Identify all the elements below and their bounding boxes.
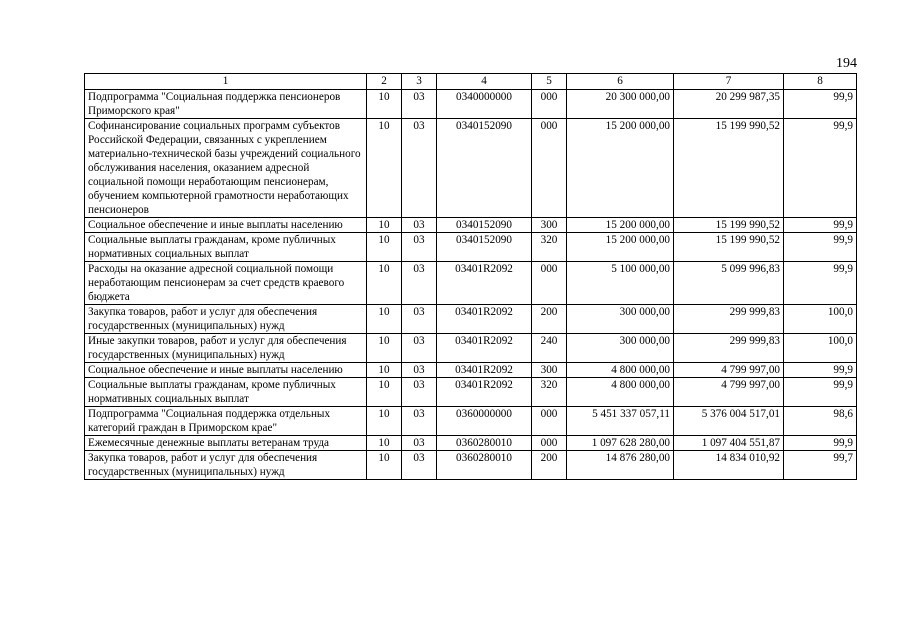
target-article-cell: 0340152090 [437, 119, 532, 218]
column-header-planned: 6 [567, 74, 674, 90]
row-name-cell: Подпрограмма "Социальная поддержка отдельных категорий граждан в Приморском крае" [85, 407, 367, 436]
subsection-code-cell: 03 [402, 262, 437, 305]
planned-amount-cell: 5 451 337 057,11 [567, 407, 674, 436]
target-article-cell: 03401R2092 [437, 262, 532, 305]
expense-type-cell: 200 [532, 451, 567, 480]
planned-amount-cell: 15 200 000,00 [567, 218, 674, 233]
table-row [85, 119, 857, 218]
executed-amount-cell: 1 097 404 551,87 [674, 436, 784, 451]
row-name-cell: Ежемесячные денежные выплаты ветеранам труда [85, 436, 367, 451]
percent-cell: 100,0 [784, 334, 857, 363]
column-header-percent: 8 [784, 74, 857, 90]
target-article-cell: 0360000000 [437, 407, 532, 436]
subsection-code-cell: 03 [402, 407, 437, 436]
column-header-section: 2 [367, 74, 402, 90]
percent-cell: 99,9 [784, 262, 857, 305]
section-code-cell: 10 [367, 451, 402, 480]
subsection-code-cell: 03 [402, 363, 437, 378]
table-header [85, 74, 857, 90]
table-row [85, 305, 857, 334]
header-row [85, 74, 857, 90]
subsection-code-cell: 03 [402, 305, 437, 334]
expense-type-cell: 320 [532, 233, 567, 262]
table-row [85, 407, 857, 436]
executed-amount-cell: 15 199 990,52 [674, 119, 784, 218]
table-row [85, 436, 857, 451]
row-name-cell: Социальное обеспечение и иные выплаты населению [85, 363, 367, 378]
section-code-cell: 10 [367, 334, 402, 363]
executed-amount-cell: 299 999,83 [674, 305, 784, 334]
column-header-subsection: 3 [402, 74, 437, 90]
section-code-cell: 10 [367, 90, 402, 119]
table-row [85, 363, 857, 378]
column-header-name: 1 [85, 74, 367, 90]
column-header-expense-type: 5 [532, 74, 567, 90]
expense-type-cell: 300 [532, 218, 567, 233]
table-row [85, 334, 857, 363]
section-code-cell: 10 [367, 436, 402, 451]
executed-amount-cell: 15 199 990,52 [674, 233, 784, 262]
table-row [85, 378, 857, 407]
expense-type-cell: 000 [532, 90, 567, 119]
percent-cell: 99,9 [784, 363, 857, 378]
section-code-cell: 10 [367, 218, 402, 233]
table-row [85, 262, 857, 305]
target-article-cell: 03401R2092 [437, 378, 532, 407]
subsection-code-cell: 03 [402, 334, 437, 363]
expense-type-cell: 000 [532, 262, 567, 305]
planned-amount-cell: 1 097 628 280,00 [567, 436, 674, 451]
executed-amount-cell: 14 834 010,92 [674, 451, 784, 480]
percent-cell: 100,0 [784, 305, 857, 334]
page-number: 194 [836, 56, 857, 71]
planned-amount-cell: 300 000,00 [567, 305, 674, 334]
budget-table [84, 73, 857, 480]
target-article-cell: 0360280010 [437, 451, 532, 480]
subsection-code-cell: 03 [402, 451, 437, 480]
executed-amount-cell: 5 376 004 517,01 [674, 407, 784, 436]
executed-amount-cell: 4 799 997,00 [674, 363, 784, 378]
percent-cell: 98,6 [784, 407, 857, 436]
row-name-cell: Социальные выплаты гражданам, кроме публичных нормативных социальных выплат [85, 233, 367, 262]
target-article-cell: 0340152090 [437, 218, 532, 233]
planned-amount-cell: 5 100 000,00 [567, 262, 674, 305]
executed-amount-cell: 5 099 996,83 [674, 262, 784, 305]
expense-type-cell: 000 [532, 436, 567, 451]
section-code-cell: 10 [367, 363, 402, 378]
column-header-target-article: 4 [437, 74, 532, 90]
row-name-cell: Софинансирование социальных программ субъектов Российской Федерации, связанных с укреплением материально-технической базы учреждений социального обслуживания населения, оказанием адресной социальной помощи неработающим пенсионерам, обучением компьютерной грамотности неработающих пенсионеров [85, 119, 367, 218]
section-code-cell: 10 [367, 305, 402, 334]
table-row [85, 233, 857, 262]
row-name-cell: Иные закупки товаров, работ и услуг для обеспечения государственных (муниципальных) нужд [85, 334, 367, 363]
planned-amount-cell: 15 200 000,00 [567, 233, 674, 262]
table-body [85, 90, 857, 480]
planned-amount-cell: 4 800 000,00 [567, 363, 674, 378]
subsection-code-cell: 03 [402, 218, 437, 233]
section-code-cell: 10 [367, 407, 402, 436]
percent-cell: 99,9 [784, 378, 857, 407]
section-code-cell: 10 [367, 233, 402, 262]
target-article-cell: 0340000000 [437, 90, 532, 119]
expense-type-cell: 200 [532, 305, 567, 334]
percent-cell: 99,9 [784, 119, 857, 218]
percent-cell: 99,9 [784, 436, 857, 451]
row-name-cell: Подпрограмма "Социальная поддержка пенсионеров Приморского края" [85, 90, 367, 119]
subsection-code-cell: 03 [402, 119, 437, 218]
executed-amount-cell: 20 299 987,35 [674, 90, 784, 119]
planned-amount-cell: 4 800 000,00 [567, 378, 674, 407]
executed-amount-cell: 15 199 990,52 [674, 218, 784, 233]
section-code-cell: 10 [367, 119, 402, 218]
target-article-cell: 03401R2092 [437, 305, 532, 334]
expense-type-cell: 000 [532, 119, 567, 218]
row-name-cell: Социальное обеспечение и иные выплаты населению [85, 218, 367, 233]
planned-amount-cell: 15 200 000,00 [567, 119, 674, 218]
target-article-cell: 03401R2092 [437, 363, 532, 378]
section-code-cell: 10 [367, 378, 402, 407]
executed-amount-cell: 4 799 997,00 [674, 378, 784, 407]
table-row [85, 451, 857, 480]
expense-type-cell: 240 [532, 334, 567, 363]
subsection-code-cell: 03 [402, 233, 437, 262]
subsection-code-cell: 03 [402, 378, 437, 407]
expense-type-cell: 300 [532, 363, 567, 378]
executed-amount-cell: 299 999,83 [674, 334, 784, 363]
row-name-cell: Социальные выплаты гражданам, кроме публичных нормативных социальных выплат [85, 378, 367, 407]
planned-amount-cell: 20 300 000,00 [567, 90, 674, 119]
column-header-executed: 7 [674, 74, 784, 90]
percent-cell: 99,9 [784, 90, 857, 119]
percent-cell: 99,9 [784, 233, 857, 262]
expense-type-cell: 320 [532, 378, 567, 407]
target-article-cell: 0340152090 [437, 233, 532, 262]
table-row [85, 218, 857, 233]
table-row [85, 90, 857, 119]
subsection-code-cell: 03 [402, 436, 437, 451]
expense-type-cell: 000 [532, 407, 567, 436]
target-article-cell: 03401R2092 [437, 334, 532, 363]
row-name-cell: Закупка товаров, работ и услуг для обеспечения государственных (муниципальных) нужд [85, 305, 367, 334]
planned-amount-cell: 14 876 280,00 [567, 451, 674, 480]
row-name-cell: Закупка товаров, работ и услуг для обеспечения государственных (муниципальных) нужд [85, 451, 367, 480]
section-code-cell: 10 [367, 262, 402, 305]
subsection-code-cell: 03 [402, 90, 437, 119]
percent-cell: 99,9 [784, 218, 857, 233]
row-name-cell: Расходы на оказание адресной социальной помощи неработающим пенсионерам за счет средств краевого бюджета [85, 262, 367, 305]
percent-cell: 99,7 [784, 451, 857, 480]
target-article-cell: 0360280010 [437, 436, 532, 451]
planned-amount-cell: 300 000,00 [567, 334, 674, 363]
